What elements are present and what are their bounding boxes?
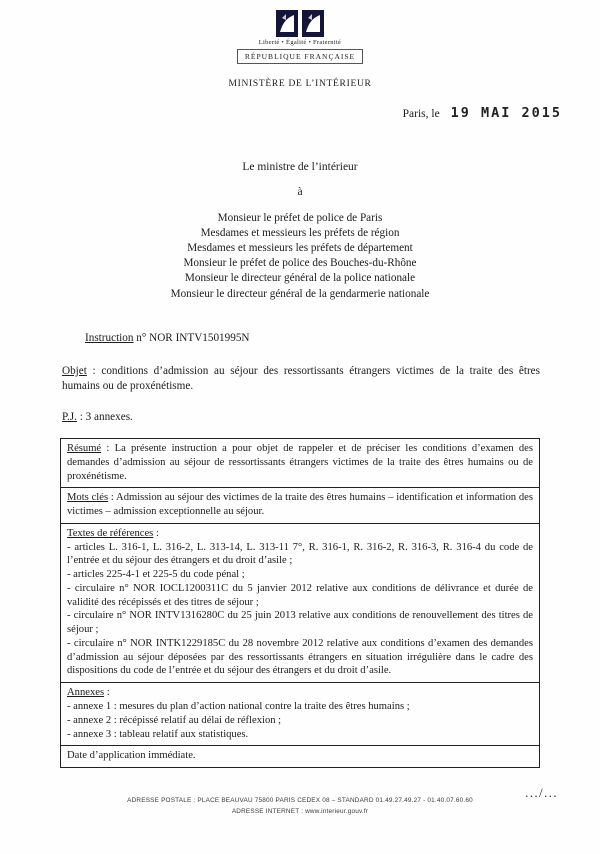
references-colon: : — [153, 527, 159, 539]
annexes-heading — [67, 686, 533, 700]
application-date-row — [61, 746, 539, 767]
instruction-line — [85, 332, 538, 344]
annexes-row — [61, 683, 539, 746]
letter-body — [0, 161, 600, 801]
recipient: Monsieur le préfet de police des Bouches-du-Rhône — [183, 257, 417, 270]
annexe-item: - annexe 1 : mesures du plan d’action national contre la traite des êtres humains ; — [67, 701, 410, 713]
subject-text: : conditions d’admission au séjour des ressortissants étrangers victimes de la traite des êtres humains ou de proxénétisme. — [62, 364, 540, 393]
attachments-label: P.J. — [62, 411, 77, 423]
resume-row — [61, 439, 539, 488]
subject-label: Objet — [62, 364, 87, 377]
sender-title: Le ministre de l’intérieur — [242, 161, 358, 173]
keywords-text: : Admission au séjour des victimes de la traite des êtres humains – identification et information des victimes – admission exceptionnelle au séjour. — [67, 492, 533, 518]
annexe-item: - annexe 2 : récépissé relatif au délai de réflexion ; — [67, 714, 282, 726]
internet-address: ADRESSE INTERNET : www.interieur.gouv.fr — [231, 808, 369, 816]
date-line — [0, 105, 600, 121]
to-word: à — [297, 186, 303, 198]
instruction-number: n° NOR INTV1501995N — [133, 331, 250, 344]
letterhead — [0, 0, 600, 89]
republic-name: RÉPUBLIQUE FRANÇAISE — [237, 49, 363, 64]
recipient: Mesdames et messieurs les préfets de département — [187, 242, 413, 255]
keywords-row — [61, 488, 539, 524]
references-heading — [67, 527, 533, 541]
postal-address: ADRESSE POSTALE : PLACE BEAUVAU 75800 PARIS CEDEX 08 – STANDARD 01.49.27.49.27 - 01.40.07.60.60 — [127, 797, 473, 805]
date-stamp: 19 MAI 2015 — [450, 105, 562, 121]
keywords-label: Mots clés — [67, 492, 109, 504]
summary-table — [60, 438, 540, 768]
references-label: Textes de références — [67, 527, 154, 539]
recipient: Monsieur le directeur général de la police nationale — [184, 272, 416, 285]
recipient: Monsieur le directeur général de la gendarmerie nationale — [170, 287, 430, 300]
recipient: Mesdames et messieurs les préfets de région — [200, 227, 400, 240]
references-row — [61, 524, 539, 683]
reference-item: - circulaire n° NOR INTK1229185C du 28 novembre 2012 relative aux conditions d’examen des demandes d’admission au séjour déposées par des ressortissants étrangers en situation irrégulière dans le cadre des dispositions du code de l’entrée et du séjour des étrangers et du droit d’asile. — [67, 637, 533, 677]
resume-label: Résumé — [67, 443, 102, 454]
city-label: Paris, le — [402, 108, 440, 120]
annexes-label: Annexes — [67, 687, 105, 699]
reference-item: - articles L. 316-1, L. 316-2, L. 313-14, L. 313-11 7°, R. 316-1, R. 316-2, R. 316-3, R. 316-4 du code de l’entrée et du séjour des étrangers et du droit d’asile ; — [67, 541, 533, 567]
ministry-name: MINISTÈRE DE L’INTÉRIEUR — [228, 79, 372, 89]
national-motto: Liberté • Égalité • Fraternité — [258, 39, 342, 46]
reference-item: - articles 225-4-1 et 225-5 du code pénal ; — [67, 569, 245, 581]
attachments-line — [62, 411, 538, 423]
reference-item: - circulaire n° NOR INTV1316280C du 25 juin 2013 relative aux conditions de renouvellement des titres de séjour ; — [67, 610, 533, 636]
recipients-list — [0, 211, 600, 302]
attachments-text: : 3 annexes. — [76, 411, 133, 423]
reference-item: - circulaire n° NOR IOCL1200311C du 5 janvier 2012 relative aux conditions de délivrance et durée de validité des récépissés et des titres de séjour ; — [67, 582, 533, 608]
marianne-logo-icon — [0, 10, 600, 37]
recipient: Monsieur le préfet de police de Paris — [217, 212, 383, 224]
application-date-text: Date d’application immédiate. — [67, 750, 196, 762]
subject-line — [62, 364, 540, 395]
continuation-mark: .../... — [525, 786, 558, 801]
instruction-label: Instruction — [85, 331, 134, 344]
footer — [0, 796, 600, 818]
annexes-colon: : — [104, 687, 110, 699]
resume-text: : La présente instruction a pour objet de rappeler et de préciser les conditions d’examen des demandes d’admission au séjour de ressortissants étrangers victimes de la traite des êtres humains ou de proxénétisme. — [67, 443, 533, 482]
annexe-item: - annexe 3 : tableau relatif aux statistiques. — [67, 728, 249, 740]
